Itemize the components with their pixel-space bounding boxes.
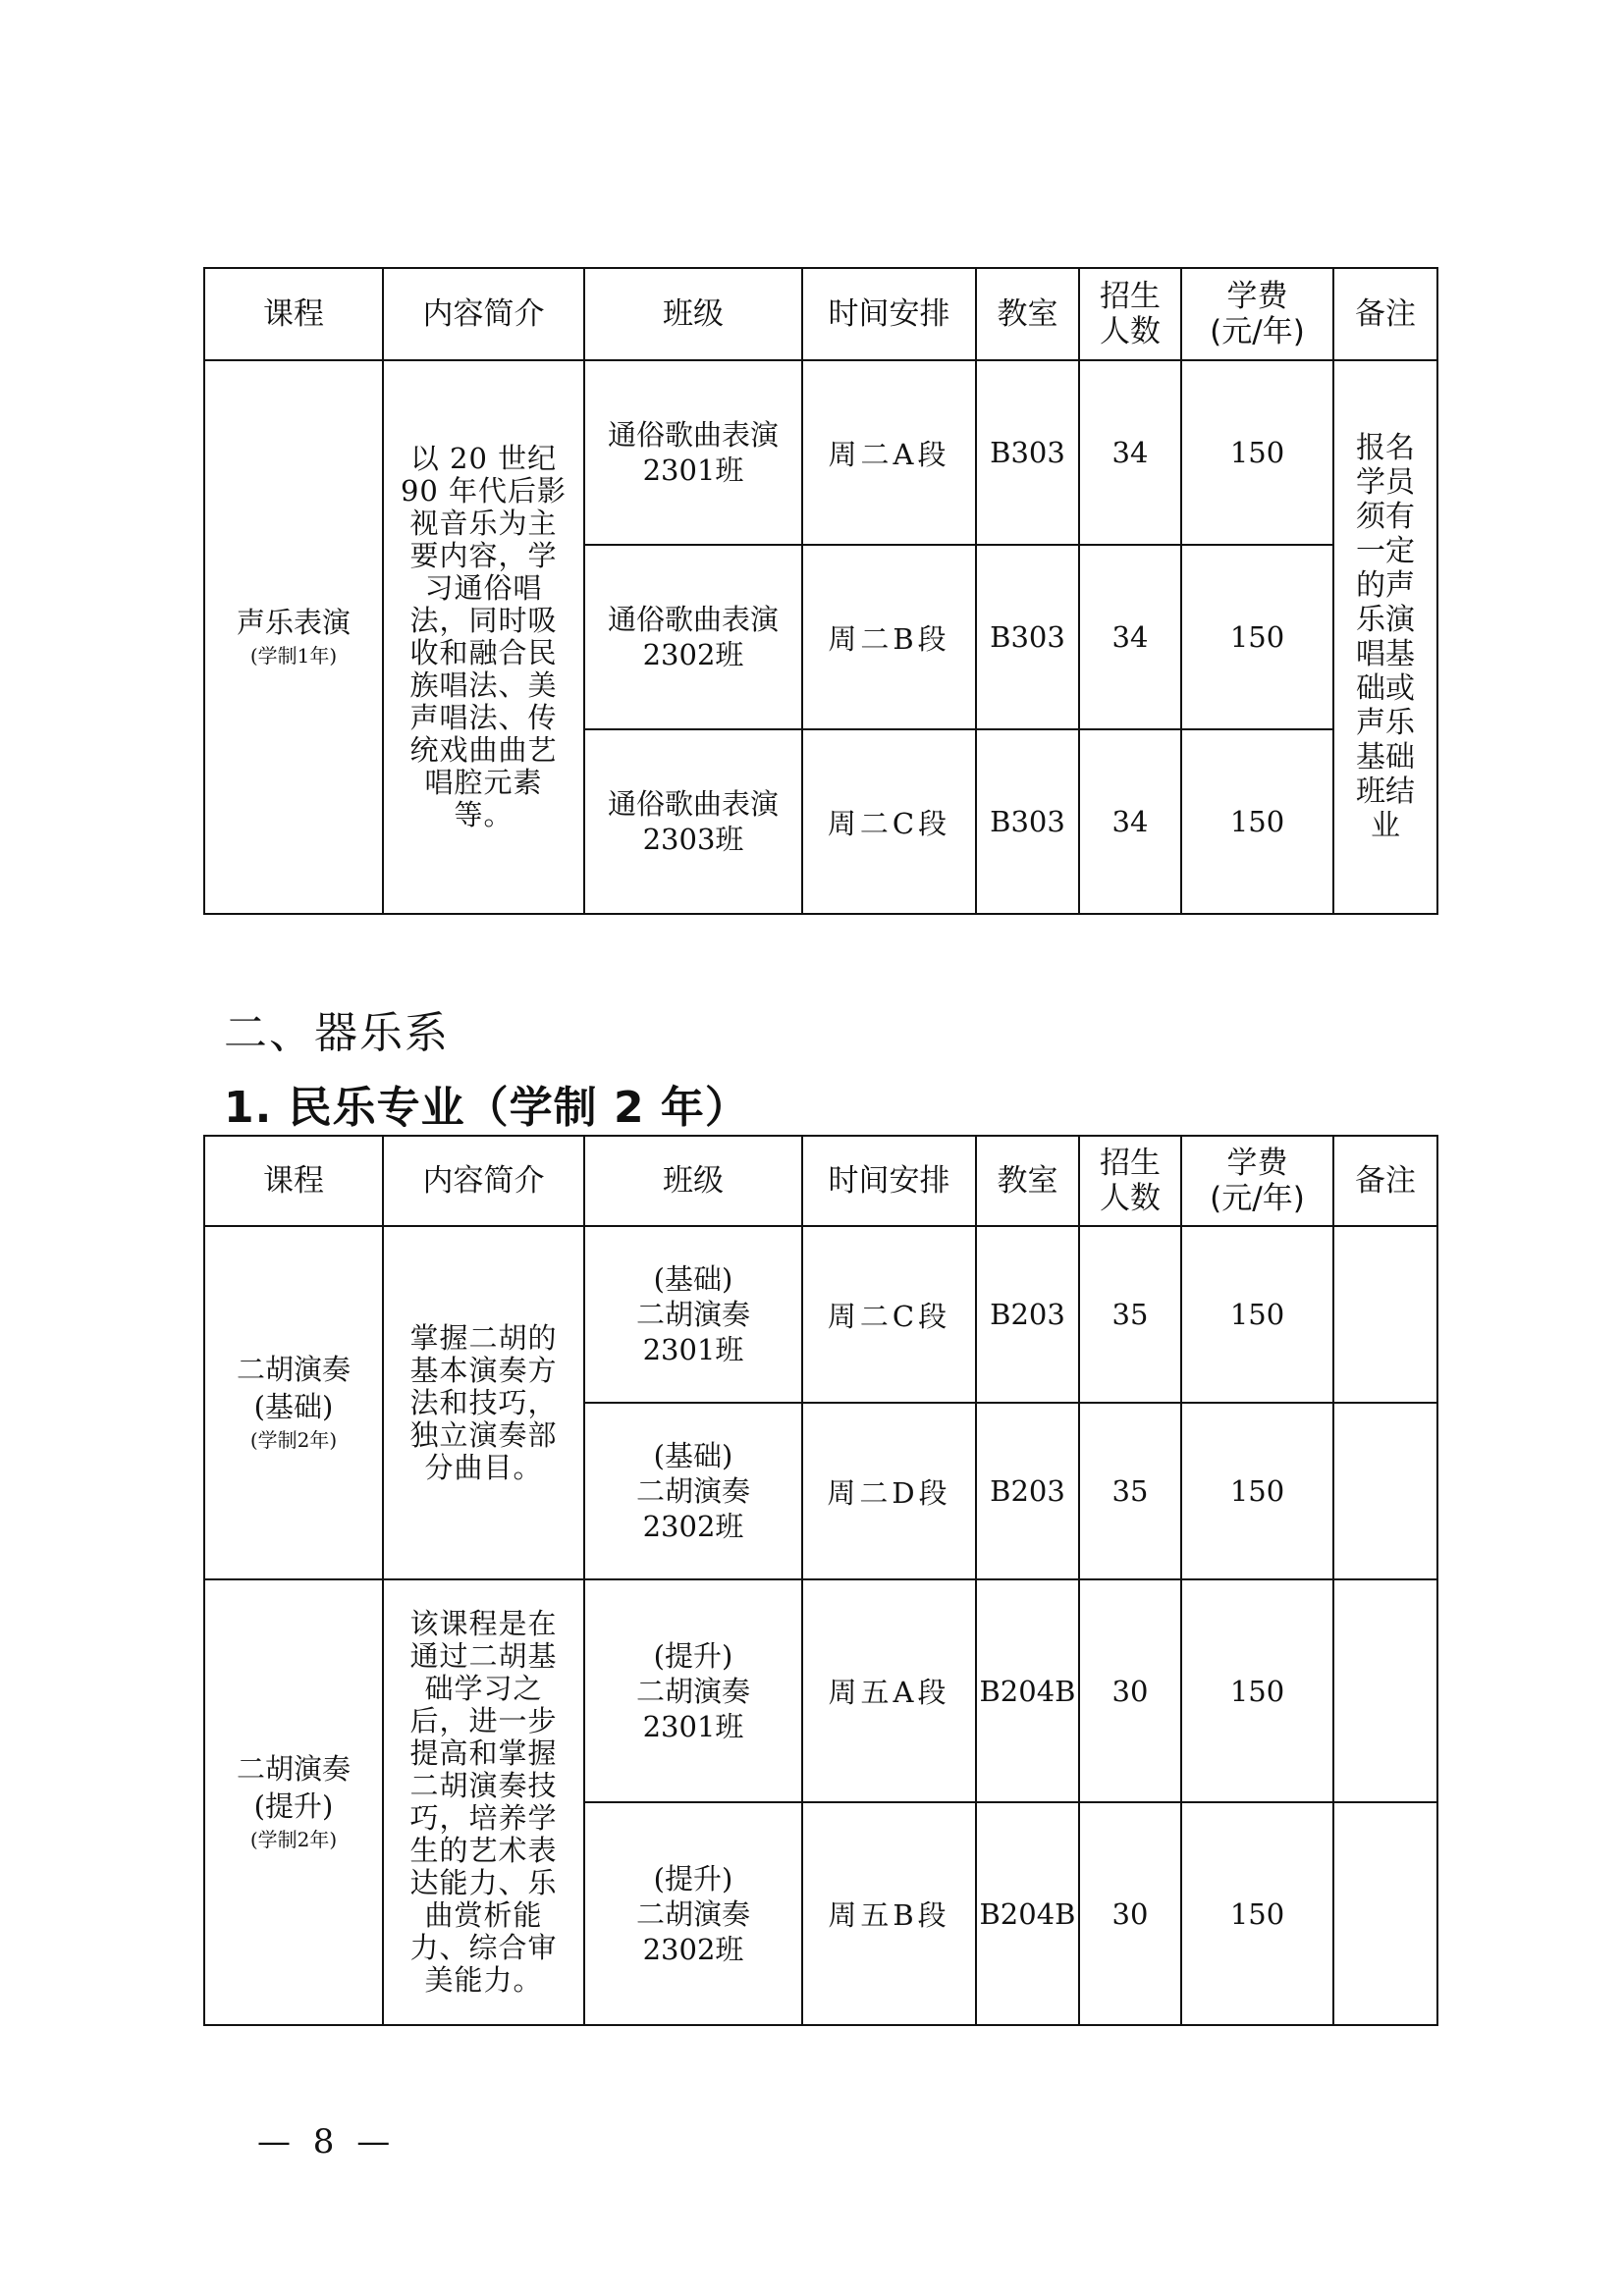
page-number: — 8 —	[257, 2122, 397, 2162]
header-room: 教室	[976, 1136, 1079, 1226]
class-fee: 150	[1181, 1579, 1333, 1802]
course-note	[1333, 360, 1437, 914]
header-intro: 内容简介	[383, 268, 584, 360]
class-enroll: 34	[1079, 545, 1181, 729]
header-fee: 学费 (元/年)	[1181, 268, 1333, 360]
course-intro: 以 20 世纪 90 年代后影视音乐为主要内容，学习通俗唱法，同时吸收和融合民族唱法、美声唱法、传统戏曲曲艺唱腔元素等。	[383, 360, 584, 914]
sub-heading: 1. 民乐专业（学制 2 年）	[224, 1083, 749, 1133]
header-note: 备注	[1333, 1136, 1437, 1226]
class-time: 周二D段	[802, 1403, 976, 1579]
class-room: B303	[976, 545, 1079, 729]
header-enroll: 招生 人数	[1079, 268, 1181, 360]
class-enroll: 35	[1079, 1226, 1181, 1403]
class-room: B204B	[976, 1579, 1079, 1802]
class-fee: 150	[1181, 545, 1333, 729]
course-duration: (学制2年)	[249, 1428, 338, 1452]
header-room: 教室	[976, 268, 1079, 360]
class-name: (提升) 二胡演奏 2301班	[584, 1579, 802, 1802]
class-fee: 150	[1181, 360, 1333, 545]
class-time: 周五A段	[802, 1579, 976, 1802]
header-time: 时间安排	[802, 268, 976, 360]
class-note	[1333, 1802, 1437, 2025]
class-note	[1333, 1403, 1437, 1579]
header-class: 班级	[584, 1136, 802, 1226]
class-enroll: 30	[1079, 1802, 1181, 2025]
class-time: 周五B段	[802, 1802, 976, 2025]
class-room: B204B	[976, 1802, 1079, 2025]
class-name: 通俗歌曲表演 2303班	[584, 729, 802, 914]
course-name: 二胡演奏 (基础)	[236, 1353, 351, 1423]
class-enroll: 34	[1079, 360, 1181, 545]
table-row	[204, 1226, 1437, 1403]
class-enroll: 30	[1079, 1579, 1181, 1802]
class-enroll: 34	[1079, 729, 1181, 914]
class-time: 周二B段	[802, 545, 976, 729]
header-note: 备注	[1333, 268, 1437, 360]
class-time: 周二A段	[802, 360, 976, 545]
class-room: B203	[976, 1403, 1079, 1579]
course-cell	[204, 1579, 383, 2025]
table-row	[204, 1579, 1437, 1802]
course-intro: 掌握二胡的基本演奏方法和技巧，独立演奏部分曲目。	[383, 1226, 584, 1579]
section-heading: 二、器乐系	[224, 1008, 450, 1058]
class-name: 通俗歌曲表演 2302班	[584, 545, 802, 729]
course-intro: 该课程是在通过二胡基础学习之后，进一步提高和掌握二胡演奏技巧，培养学生的艺术表达能力、乐曲赏析能力、综合审美能力。	[383, 1579, 584, 2025]
class-name: (基础) 二胡演奏 2302班	[584, 1403, 802, 1579]
class-fee: 150	[1181, 1802, 1333, 2025]
course-cell	[204, 360, 383, 914]
folk-music-course-table	[203, 1135, 1438, 2026]
class-name: (基础) 二胡演奏 2301班	[584, 1226, 802, 1403]
table-row	[204, 360, 1437, 545]
class-name: (提升) 二胡演奏 2302班	[584, 1802, 802, 2025]
table-header-row	[204, 268, 1437, 360]
header-course: 课程	[204, 1136, 383, 1226]
header-time: 时间安排	[802, 1136, 976, 1226]
header-intro: 内容简介	[383, 1136, 584, 1226]
course-name: 二胡演奏 (提升)	[236, 1752, 351, 1823]
class-time: 周二C段	[802, 1226, 976, 1403]
class-fee: 150	[1181, 1403, 1333, 1579]
course-duration: (学制2年)	[249, 1828, 338, 1851]
header-fee: 学费 (元/年)	[1181, 1136, 1333, 1226]
course-name: 声乐表演	[236, 606, 351, 639]
vocal-course-table	[203, 267, 1438, 915]
class-room: B303	[976, 360, 1079, 545]
class-time: 周二C段	[802, 729, 976, 914]
class-room: B203	[976, 1226, 1079, 1403]
class-enroll: 35	[1079, 1403, 1181, 1579]
header-course: 课程	[204, 268, 383, 360]
header-class: 班级	[584, 268, 802, 360]
note-text: 报名学员须有一定的声乐演唱基础或声乐基础班结业	[1356, 431, 1415, 843]
header-enroll: 招生 人数	[1079, 1136, 1181, 1226]
course-duration: (学制1年)	[249, 644, 338, 667]
class-fee: 150	[1181, 729, 1333, 914]
class-note	[1333, 1226, 1437, 1403]
class-room: B303	[976, 729, 1079, 914]
table-header-row	[204, 1136, 1437, 1226]
class-fee: 150	[1181, 1226, 1333, 1403]
class-name: 通俗歌曲表演 2301班	[584, 360, 802, 545]
class-note	[1333, 1579, 1437, 1802]
course-cell	[204, 1226, 383, 1579]
